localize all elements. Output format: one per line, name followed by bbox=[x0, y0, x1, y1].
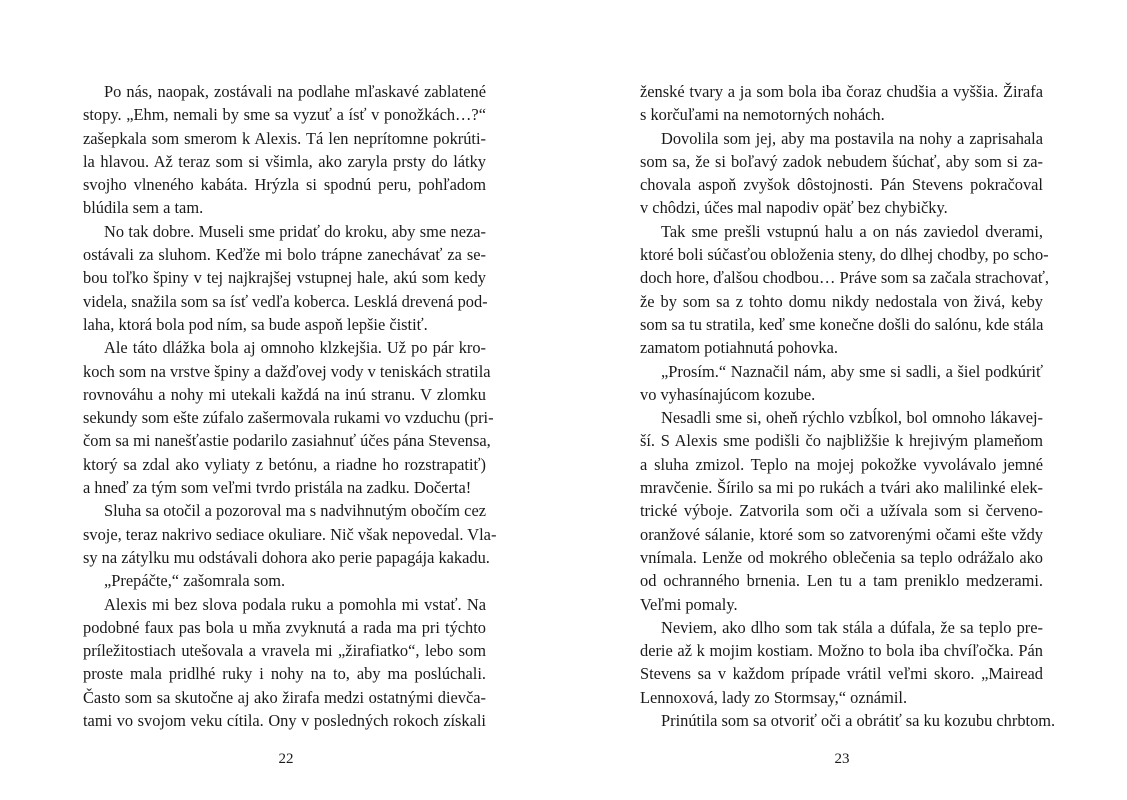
text-line: som sa tu stratila, keď sme konečne došli do salónu, kde stála bbox=[640, 314, 1044, 334]
text-line: Alexis mi bez slova podala ruku a pomohla mi vstať. Na bbox=[104, 594, 486, 614]
text-line: som sa, že si boľavý zadok nebudem šúchať, aby som si za- bbox=[640, 151, 1043, 171]
text-line: Nesadli sme si, oheň rýchlo vzbĺkol, bol omnoho lákavej- bbox=[661, 408, 1043, 428]
text-line: proste mala pridlhé ruky i nohy na to, aby ma poslúchali. bbox=[83, 664, 486, 684]
text-line: a sluha zmizol. Teplo na mojej pokožke vyvolávalo jemné bbox=[640, 454, 1043, 474]
text-line: Prinútila som sa otvoriť oči a obrátiť sa ku kozubu chrbtom. bbox=[661, 711, 1056, 731]
text-line: Neviem, ako dlho som tak stála a dúfala, že sa teplo pre- bbox=[661, 617, 1043, 637]
left-page-text bbox=[83, 80, 497, 732]
text-line: koch som na vrstve špiny a dažďovej vody v teniskách stratila bbox=[83, 361, 491, 381]
text-line: Sluha sa otočil a pozoroval ma s nadvihnutým obočím cez bbox=[104, 501, 486, 521]
text-line: Často som sa skutočne aj ako žirafa medzi ostatnými dievča- bbox=[83, 687, 486, 707]
text-line: Lennoxová, lady zo Stormsay,“ oznámil. bbox=[640, 687, 908, 707]
text-line: chovala aspoň zvyšok dôstojnosti. Pán Stevens pokračoval bbox=[640, 175, 1043, 195]
right-page-text bbox=[640, 80, 1056, 732]
text-line: „Prepáčte,“ zašomrala som. bbox=[104, 571, 286, 591]
text-line: oranžové sálanie, ktoré som so zatvorenými očami ešte vždy bbox=[640, 524, 1043, 544]
text-line: ženské tvary a ja som bola iba čoraz chudšia a vyššia. Žirafa bbox=[640, 82, 1043, 101]
text-line: la hlavou. Až teraz som si všimla, ako zaryla prsty do látky bbox=[83, 151, 486, 171]
text-line: mravčenie. Šírilo sa mi po rukách a tvári ako malilinké elek- bbox=[640, 478, 1043, 498]
text-line: Veľmi pomaly. bbox=[640, 594, 738, 614]
text-line: že by som sa z tohto domu nikdy nedostala von živá, keby bbox=[640, 291, 1043, 311]
text-line: Ale táto dlážka bola aj omnoho klzkejšia. Už po pár kro- bbox=[104, 338, 486, 358]
text-line: doch hore, ďalšou chodbou… Práve som sa začala strachovať, bbox=[640, 268, 1050, 288]
text-line: v chôdzi, účes mal napodiv opäť bez chybičky. bbox=[640, 198, 948, 218]
text-line: vo vyhasínajúcom kozube. bbox=[640, 384, 816, 404]
text-line: rovnováhu a nohy mi utekali každá na inú stranu. V zlomku bbox=[83, 384, 486, 404]
text-line: sekundy som ešte zúfalo zašermovala rukami vo vzduchu (pri- bbox=[83, 408, 494, 428]
text-line: stopy. „Ehm, nemali by sme sa vyzuť a ísť v ponožkách…?“ bbox=[83, 105, 486, 125]
text-line: a hneď za tým som veľmi tvrdo pristála na zadku. Dočerta! bbox=[83, 478, 472, 498]
text-line: No tak dobre. Museli sme pridať do kroku, aby sme neza- bbox=[104, 221, 486, 241]
text-line: videla, snažila som sa ísť vedľa koberca. Lesklá drevená pod- bbox=[83, 291, 488, 311]
text-line: laha, ktorá bola pod ním, sa bude aspoň lepšie čistiť. bbox=[83, 314, 428, 334]
text-line: s korčuľami na nemotorných nohách. bbox=[640, 105, 885, 125]
left-page-number: 22 bbox=[278, 751, 294, 767]
text-line: Po nás, naopak, zostávali na podlahe mľaskavé zablatené bbox=[104, 82, 486, 101]
text-line: ostávali za sluhom. Keďže mi bolo trápne zanechávať za se- bbox=[83, 245, 486, 265]
text-line: sy na zátylku mu odstávali dohora ako perie papagája kakadu. bbox=[83, 547, 490, 567]
text-line: svojho vlneného kabáta. Hrýzla si spodnú peru, pohľadom bbox=[83, 175, 486, 195]
text-line: podobné faux pas bola u mňa zvyknutá a rada ma pri týchto bbox=[83, 617, 486, 637]
text-line: čom sa mi nanešťastie podarilo zasiahnuť účes pána Stevensa, bbox=[83, 431, 491, 451]
text-line: blúdila sem a tam. bbox=[83, 198, 204, 218]
text-line: „Prosím.“ Naznačil nám, aby sme si sadli, a šiel podkúriť bbox=[661, 361, 1043, 381]
text-line: ší. S Alexis sme podišli čo najbližšie k hrejivým plameňom bbox=[640, 431, 1043, 451]
text-line: svoje, teraz nakrivo sediace okuliare. Nič však nepovedal. Vla- bbox=[83, 524, 497, 544]
text-line: tami vo svojom veku cítila. Ony v posledných rokoch získali bbox=[83, 711, 486, 731]
text-line: zamatom potiahnutá pohovka. bbox=[640, 338, 839, 358]
right-page-number: 23 bbox=[834, 751, 850, 767]
text-line: ktoré boli súčasťou obloženia steny, do dlhej chodby, po scho- bbox=[640, 245, 1049, 265]
text-line: bou toľko špiny v tej najkrajšej vstupnej hale, akú som kedy bbox=[83, 268, 486, 288]
text-line: Stevens sa v každom prípade vrátil veľmi skoro. „Mairead bbox=[640, 664, 1043, 684]
text-line: zašepkala som smerom k Alexis. Tá len neprítomne pokrúti- bbox=[83, 128, 486, 148]
text-line: derie až k mojim kostiam. Možno to bola iba chvíľočka. Pán bbox=[640, 641, 1043, 661]
text-line: trické výboje. Zatvorila som oči a užívala som si červeno- bbox=[640, 501, 1043, 521]
text-line: príležitostiach utešovala a vravela mi „žirafiatko“, lebo som bbox=[83, 641, 486, 661]
text-line: od ochranného brnenia. Len tu a tam preniklo medzerami. bbox=[640, 571, 1043, 591]
text-line: Dovolila som jej, aby ma postavila na nohy a zaprisahala bbox=[661, 128, 1043, 148]
text-line: Tak sme prešli vstupnú halu a on nás zaviedol dverami, bbox=[661, 221, 1043, 241]
text-line: vnímala. Lenže od mokrého oblečenia sa teplo odrážalo ako bbox=[640, 547, 1043, 567]
text-line: ktorý sa zdal ako vyliaty z betónu, a riadne ho rozstrapatiť) bbox=[83, 454, 486, 474]
